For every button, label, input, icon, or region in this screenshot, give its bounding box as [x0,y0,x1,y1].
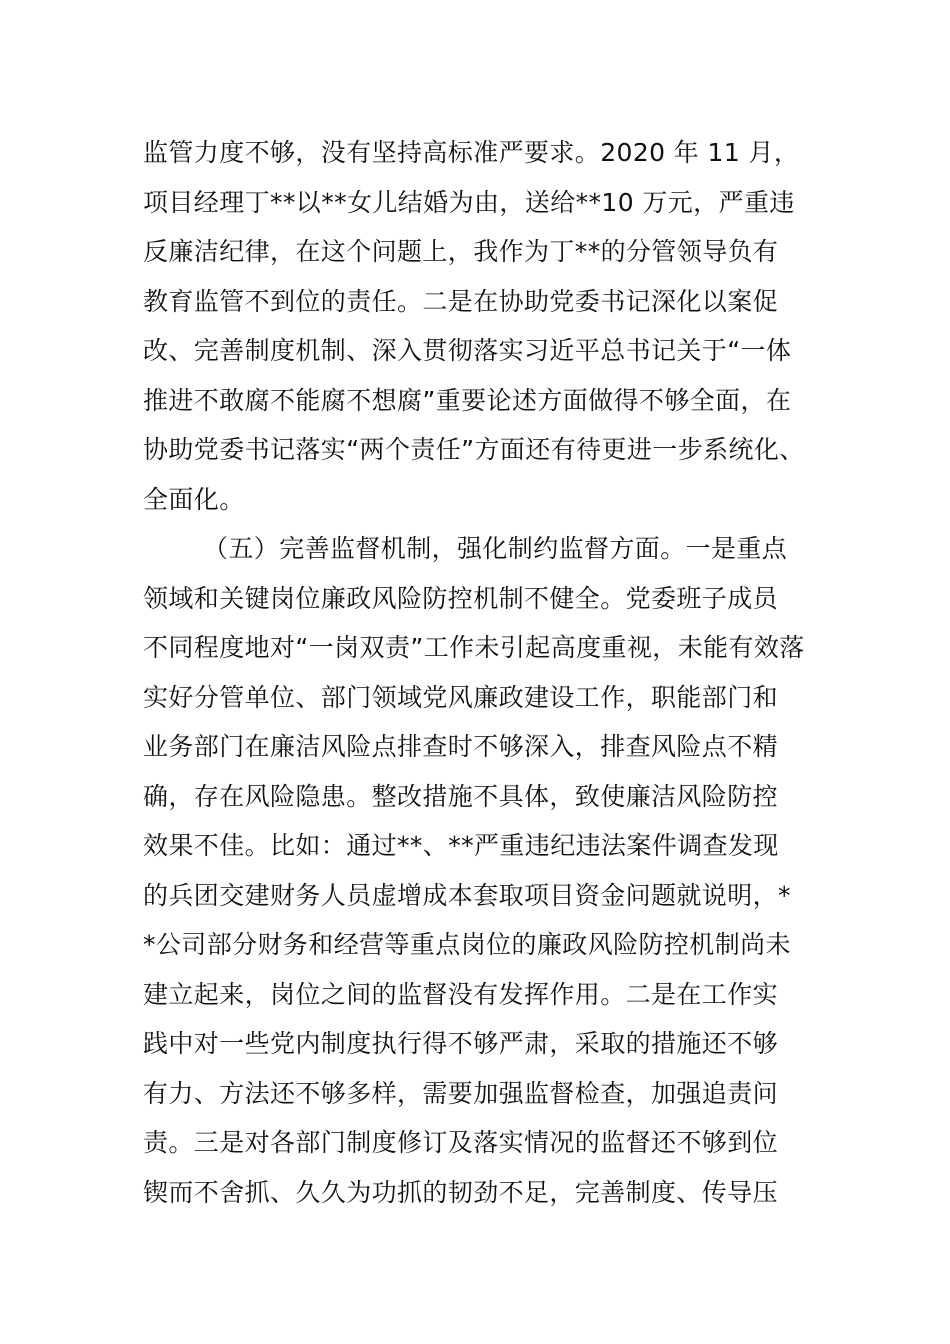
text-line: 责。三是对各部门制度修订及落实情况的监督还不够到位 [143,1128,779,1157]
text-line: 确，存在风险隐患。整改措施不具体，致使廉洁风险防控 [143,781,779,811]
text-line: 不同程度地对“一岗双责”工作未引起高度重视，未能有效落 [143,633,805,662]
text-line: 协助党委书记落实“两个责任”方面还有待更进一步系统化、 [143,435,805,464]
text-line: 实好分管单位、部门领域党风廉政建设工作，职能部门和 [143,682,779,712]
text-line: 践中对一些党内制度执行得不够严肃，采取的措施还不够 [143,1029,779,1058]
body-text [143,128,823,1217]
text-line: 业务部门在廉洁风险点排查时不够深入，排查风险点不精 [143,732,779,761]
text-line: 推进不敢腐不能腐不想腐”重要论述方面做得不够全面，在 [143,385,792,415]
text-line: 监管力度不够，没有坚持高标准严要求。2020 年 11 月， [143,138,800,167]
text-line: 建立起来，岗位之间的监督没有发挥作用。二是在工作实 [143,979,779,1009]
text-line: 的兵团交建财务人员虚增成本套取项目资金问题就说明，* [143,880,791,910]
text-line: 反廉洁纪律，在这个问题上，我作为丁**的分管领导负有 [143,237,779,266]
text-line: 锲而不舍抓、久久为功抓的韧劲不足，完善制度、传导压 [143,1177,779,1207]
text-line: 全面化。 [143,484,245,514]
text-line: 改、完善制度机制、深入贯彻落实习近平总书记关于“一体 [143,336,792,365]
text-line: 有力、方法还不够多样，需要加强监督检查，加强追责问 [143,1078,779,1108]
text-line: 领域和关键岗位廉政风险防控机制不健全。党委班子成员 [143,583,779,613]
text-line: *公司部分财务和经营等重点岗位的廉政风险防控机制尚未 [143,930,791,959]
text-line: 教育监管不到位的责任。二是在协助党委书记深化以案促 [143,286,779,316]
text-line: 效果不佳。比如：通过**、**严重违纪违法案件调查发现 [143,831,779,860]
text-line: 项目经理丁**以**女儿结婚为由，送给**10 万元，严重违 [143,187,795,217]
section-heading-line: （五）完善监督机制，强化制约监督方面。一是重点 [203,534,788,563]
